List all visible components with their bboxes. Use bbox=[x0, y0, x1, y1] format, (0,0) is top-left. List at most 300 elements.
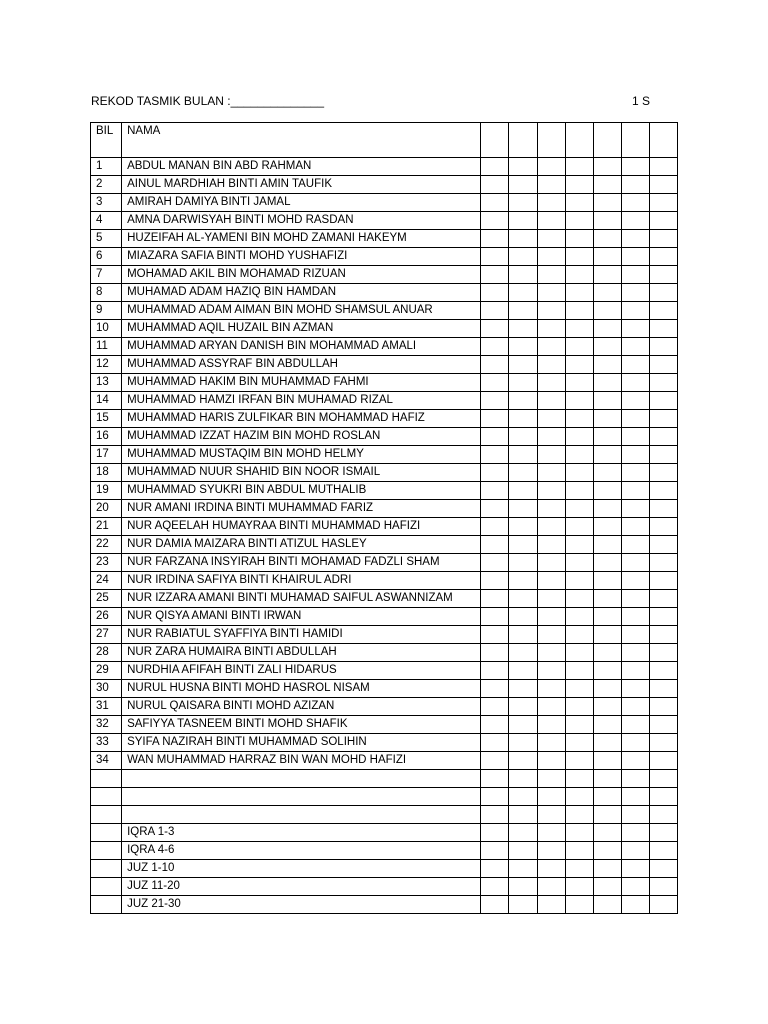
check-cell[interactable] bbox=[593, 680, 621, 698]
check-cell[interactable] bbox=[649, 716, 677, 734]
check-cell[interactable] bbox=[537, 536, 565, 554]
check-cell[interactable] bbox=[481, 230, 509, 248]
check-cell[interactable] bbox=[565, 878, 593, 896]
check-cell[interactable] bbox=[509, 194, 537, 212]
check-cell[interactable] bbox=[649, 824, 677, 842]
check-cell[interactable] bbox=[509, 662, 537, 680]
check-cell[interactable] bbox=[537, 230, 565, 248]
check-cell[interactable] bbox=[481, 680, 509, 698]
check-cell[interactable] bbox=[537, 194, 565, 212]
check-cell[interactable] bbox=[481, 320, 509, 338]
check-cell[interactable] bbox=[649, 860, 677, 878]
check-cell[interactable] bbox=[621, 734, 649, 752]
check-cell[interactable] bbox=[649, 392, 677, 410]
check-cell[interactable] bbox=[537, 158, 565, 176]
row-bil bbox=[91, 878, 122, 896]
check-cell[interactable] bbox=[509, 680, 537, 698]
check-cell[interactable] bbox=[621, 644, 649, 662]
check-cell[interactable] bbox=[649, 572, 677, 590]
check-cell[interactable] bbox=[481, 446, 509, 464]
check-cell[interactable] bbox=[593, 662, 621, 680]
check-cell[interactable] bbox=[621, 464, 649, 482]
check-cell[interactable] bbox=[565, 572, 593, 590]
check-cell[interactable] bbox=[565, 680, 593, 698]
check-cell[interactable] bbox=[481, 374, 509, 392]
check-cell[interactable] bbox=[621, 788, 649, 806]
check-cell[interactable] bbox=[481, 644, 509, 662]
check-cell[interactable] bbox=[565, 320, 593, 338]
check-cell[interactable] bbox=[509, 446, 537, 464]
check-cell[interactable] bbox=[481, 698, 509, 716]
check-cell[interactable] bbox=[649, 518, 677, 536]
check-cell[interactable] bbox=[593, 482, 621, 500]
check-cell[interactable] bbox=[593, 176, 621, 194]
check-cell[interactable] bbox=[621, 500, 649, 518]
check-cell[interactable] bbox=[565, 662, 593, 680]
check-cell[interactable] bbox=[593, 860, 621, 878]
check-cell[interactable] bbox=[509, 482, 537, 500]
check-cell[interactable] bbox=[621, 176, 649, 194]
check-cell[interactable] bbox=[537, 176, 565, 194]
check-cell[interactable] bbox=[509, 734, 537, 752]
check-cell[interactable] bbox=[649, 248, 677, 266]
check-cell[interactable] bbox=[509, 356, 537, 374]
check-cell[interactable] bbox=[649, 176, 677, 194]
check-cell[interactable] bbox=[621, 266, 649, 284]
check-cell[interactable] bbox=[509, 428, 537, 446]
check-cell[interactable] bbox=[537, 680, 565, 698]
check-cell[interactable] bbox=[509, 824, 537, 842]
row-bil: 4 bbox=[91, 212, 122, 230]
check-cell[interactable] bbox=[537, 698, 565, 716]
check-cell[interactable] bbox=[593, 770, 621, 788]
check-cell[interactable] bbox=[537, 734, 565, 752]
check-cell[interactable] bbox=[509, 896, 537, 914]
check-cell[interactable] bbox=[509, 518, 537, 536]
check-cell[interactable] bbox=[649, 212, 677, 230]
check-cell[interactable] bbox=[509, 500, 537, 518]
check-cell[interactable] bbox=[649, 770, 677, 788]
check-cell[interactable] bbox=[565, 698, 593, 716]
check-cell[interactable] bbox=[509, 716, 537, 734]
check-cell[interactable] bbox=[481, 752, 509, 770]
check-cell[interactable] bbox=[481, 500, 509, 518]
check-cell[interactable] bbox=[537, 428, 565, 446]
check-cell[interactable] bbox=[649, 482, 677, 500]
check-cell[interactable] bbox=[621, 518, 649, 536]
check-cell[interactable] bbox=[537, 824, 565, 842]
check-cell[interactable] bbox=[649, 410, 677, 428]
check-cell[interactable] bbox=[621, 806, 649, 824]
check-cell[interactable] bbox=[621, 536, 649, 554]
check-cell[interactable] bbox=[649, 752, 677, 770]
check-cell[interactable] bbox=[621, 824, 649, 842]
check-cell[interactable] bbox=[481, 590, 509, 608]
check-cell[interactable] bbox=[537, 500, 565, 518]
check-cell[interactable] bbox=[565, 770, 593, 788]
check-cell[interactable] bbox=[593, 500, 621, 518]
check-cell[interactable] bbox=[593, 878, 621, 896]
check-cell[interactable] bbox=[481, 302, 509, 320]
check-cell[interactable] bbox=[537, 284, 565, 302]
check-cell[interactable] bbox=[621, 860, 649, 878]
check-cell[interactable] bbox=[537, 356, 565, 374]
check-cell[interactable] bbox=[593, 752, 621, 770]
check-cell[interactable] bbox=[621, 212, 649, 230]
check-cell[interactable] bbox=[565, 428, 593, 446]
check-cell[interactable] bbox=[593, 230, 621, 248]
check-cell[interactable] bbox=[481, 518, 509, 536]
check-cell[interactable] bbox=[537, 392, 565, 410]
check-cell[interactable] bbox=[537, 590, 565, 608]
check-cell[interactable] bbox=[481, 248, 509, 266]
check-cell[interactable] bbox=[565, 230, 593, 248]
check-cell[interactable] bbox=[621, 320, 649, 338]
check-cell[interactable] bbox=[649, 536, 677, 554]
check-cell[interactable] bbox=[481, 770, 509, 788]
check-cell[interactable] bbox=[565, 212, 593, 230]
check-cell[interactable] bbox=[593, 572, 621, 590]
check-cell[interactable] bbox=[537, 518, 565, 536]
check-cell[interactable] bbox=[649, 284, 677, 302]
check-cell[interactable] bbox=[649, 734, 677, 752]
check-cell[interactable] bbox=[593, 446, 621, 464]
check-cell[interactable] bbox=[621, 158, 649, 176]
check-cell[interactable] bbox=[621, 410, 649, 428]
check-cell[interactable] bbox=[565, 356, 593, 374]
check-cell[interactable] bbox=[509, 158, 537, 176]
check-cell[interactable] bbox=[537, 896, 565, 914]
check-cell[interactable] bbox=[565, 500, 593, 518]
check-cell[interactable] bbox=[621, 770, 649, 788]
check-cell[interactable] bbox=[593, 644, 621, 662]
check-cell[interactable] bbox=[537, 626, 565, 644]
check-cell[interactable] bbox=[481, 896, 509, 914]
check-cell[interactable] bbox=[537, 212, 565, 230]
check-cell[interactable] bbox=[621, 374, 649, 392]
check-cell[interactable] bbox=[537, 302, 565, 320]
check-cell[interactable] bbox=[481, 662, 509, 680]
check-cell[interactable] bbox=[621, 572, 649, 590]
check-cell[interactable] bbox=[509, 536, 537, 554]
check-cell[interactable] bbox=[593, 896, 621, 914]
check-cell[interactable] bbox=[481, 410, 509, 428]
check-cell[interactable] bbox=[537, 878, 565, 896]
check-cell[interactable] bbox=[593, 554, 621, 572]
check-cell[interactable] bbox=[509, 698, 537, 716]
check-cell[interactable] bbox=[481, 554, 509, 572]
check-cell[interactable] bbox=[509, 608, 537, 626]
check-cell[interactable] bbox=[621, 482, 649, 500]
check-cell[interactable] bbox=[565, 392, 593, 410]
check-cell[interactable] bbox=[537, 608, 565, 626]
check-cell[interactable] bbox=[593, 608, 621, 626]
check-cell[interactable] bbox=[565, 554, 593, 572]
check-cell[interactable] bbox=[537, 806, 565, 824]
check-cell[interactable] bbox=[565, 842, 593, 860]
check-cell[interactable] bbox=[481, 338, 509, 356]
check-cell[interactable] bbox=[509, 770, 537, 788]
check-cell[interactable] bbox=[509, 878, 537, 896]
check-cell[interactable] bbox=[621, 554, 649, 572]
check-cell[interactable] bbox=[649, 626, 677, 644]
check-cell[interactable] bbox=[481, 608, 509, 626]
check-cell[interactable] bbox=[481, 392, 509, 410]
check-cell[interactable] bbox=[593, 734, 621, 752]
check-cell[interactable] bbox=[649, 608, 677, 626]
check-cell[interactable] bbox=[537, 320, 565, 338]
check-cell[interactable] bbox=[565, 248, 593, 266]
check-cell[interactable] bbox=[621, 590, 649, 608]
check-cell[interactable] bbox=[593, 698, 621, 716]
check-cell[interactable] bbox=[537, 446, 565, 464]
check-cell[interactable] bbox=[649, 806, 677, 824]
check-cell[interactable] bbox=[649, 590, 677, 608]
check-cell[interactable] bbox=[593, 626, 621, 644]
check-cell[interactable] bbox=[621, 626, 649, 644]
check-cell[interactable] bbox=[537, 266, 565, 284]
check-cell[interactable] bbox=[481, 860, 509, 878]
check-cell[interactable] bbox=[593, 356, 621, 374]
row-nama: SAFIYYA TASNEEM BINTI MOHD SHAFIK bbox=[122, 716, 481, 734]
check-cell[interactable] bbox=[621, 248, 649, 266]
check-cell[interactable] bbox=[649, 662, 677, 680]
check-cell[interactable] bbox=[649, 302, 677, 320]
check-cell[interactable] bbox=[593, 284, 621, 302]
check-cell[interactable] bbox=[537, 860, 565, 878]
check-cell[interactable] bbox=[481, 176, 509, 194]
check-cell[interactable] bbox=[537, 716, 565, 734]
check-cell[interactable] bbox=[537, 752, 565, 770]
check-cell[interactable] bbox=[621, 698, 649, 716]
check-cell[interactable] bbox=[593, 824, 621, 842]
check-cell[interactable] bbox=[481, 572, 509, 590]
check-cell[interactable] bbox=[621, 194, 649, 212]
check-cell[interactable] bbox=[481, 212, 509, 230]
check-cell[interactable] bbox=[509, 176, 537, 194]
check-cell[interactable] bbox=[649, 158, 677, 176]
check-cell[interactable] bbox=[509, 266, 537, 284]
check-cell[interactable] bbox=[565, 734, 593, 752]
check-cell[interactable] bbox=[593, 410, 621, 428]
check-cell[interactable] bbox=[565, 446, 593, 464]
check-cell[interactable] bbox=[565, 158, 593, 176]
check-cell[interactable] bbox=[509, 248, 537, 266]
check-cell[interactable] bbox=[565, 752, 593, 770]
check-cell[interactable] bbox=[621, 446, 649, 464]
check-cell[interactable] bbox=[537, 554, 565, 572]
check-cell[interactable] bbox=[593, 374, 621, 392]
check-cell[interactable] bbox=[537, 644, 565, 662]
check-cell[interactable] bbox=[649, 446, 677, 464]
check-cell[interactable] bbox=[621, 284, 649, 302]
check-cell[interactable] bbox=[565, 518, 593, 536]
check-cell[interactable] bbox=[621, 608, 649, 626]
check-cell[interactable] bbox=[621, 752, 649, 770]
check-cell[interactable] bbox=[537, 662, 565, 680]
check-cell[interactable] bbox=[621, 356, 649, 374]
check-cell[interactable] bbox=[649, 320, 677, 338]
check-cell[interactable] bbox=[509, 752, 537, 770]
check-cell[interactable] bbox=[509, 788, 537, 806]
check-cell[interactable] bbox=[649, 680, 677, 698]
check-cell[interactable] bbox=[509, 338, 537, 356]
check-cell[interactable] bbox=[593, 338, 621, 356]
check-cell[interactable] bbox=[649, 698, 677, 716]
check-cell[interactable] bbox=[509, 842, 537, 860]
check-cell[interactable] bbox=[509, 320, 537, 338]
check-cell[interactable] bbox=[481, 806, 509, 824]
check-cell[interactable] bbox=[565, 626, 593, 644]
check-cell[interactable] bbox=[593, 266, 621, 284]
check-cell[interactable] bbox=[509, 284, 537, 302]
check-cell[interactable] bbox=[565, 266, 593, 284]
check-cell[interactable] bbox=[565, 896, 593, 914]
check-cell[interactable] bbox=[593, 212, 621, 230]
check-cell[interactable] bbox=[649, 500, 677, 518]
check-cell[interactable] bbox=[593, 158, 621, 176]
check-cell[interactable] bbox=[649, 266, 677, 284]
check-cell[interactable] bbox=[621, 662, 649, 680]
check-cell[interactable] bbox=[565, 788, 593, 806]
check-cell[interactable] bbox=[481, 464, 509, 482]
check-cell[interactable] bbox=[509, 644, 537, 662]
check-cell[interactable] bbox=[537, 338, 565, 356]
check-cell[interactable] bbox=[565, 464, 593, 482]
check-cell[interactable] bbox=[537, 572, 565, 590]
check-cell[interactable] bbox=[621, 338, 649, 356]
check-cell[interactable] bbox=[593, 518, 621, 536]
check-cell[interactable] bbox=[621, 680, 649, 698]
check-cell[interactable] bbox=[649, 896, 677, 914]
check-cell[interactable] bbox=[565, 824, 593, 842]
check-cell[interactable] bbox=[565, 482, 593, 500]
check-cell[interactable] bbox=[509, 464, 537, 482]
check-cell[interactable] bbox=[565, 338, 593, 356]
check-cell[interactable] bbox=[621, 428, 649, 446]
check-cell[interactable] bbox=[621, 842, 649, 860]
check-cell[interactable] bbox=[649, 842, 677, 860]
check-cell[interactable] bbox=[537, 374, 565, 392]
check-cell[interactable] bbox=[565, 806, 593, 824]
check-cell[interactable] bbox=[481, 284, 509, 302]
check-cell[interactable] bbox=[481, 878, 509, 896]
check-cell[interactable] bbox=[509, 860, 537, 878]
table-row bbox=[91, 302, 678, 320]
check-cell[interactable] bbox=[621, 230, 649, 248]
check-cell[interactable] bbox=[481, 266, 509, 284]
check-cell[interactable] bbox=[621, 392, 649, 410]
check-cell[interactable] bbox=[649, 554, 677, 572]
check-cell[interactable] bbox=[565, 716, 593, 734]
check-cell[interactable] bbox=[509, 392, 537, 410]
check-cell[interactable] bbox=[593, 464, 621, 482]
check-cell[interactable] bbox=[481, 626, 509, 644]
check-cell[interactable] bbox=[649, 194, 677, 212]
check-cell[interactable] bbox=[509, 626, 537, 644]
check-cell[interactable] bbox=[509, 374, 537, 392]
check-cell[interactable] bbox=[593, 320, 621, 338]
row-nama: NURUL HUSNA BINTI MOHD HASROL NISAM bbox=[122, 680, 481, 698]
check-cell[interactable] bbox=[565, 194, 593, 212]
check-cell[interactable] bbox=[565, 284, 593, 302]
check-cell[interactable] bbox=[537, 770, 565, 788]
check-cell[interactable] bbox=[621, 716, 649, 734]
check-cell[interactable] bbox=[649, 230, 677, 248]
check-cell[interactable] bbox=[481, 428, 509, 446]
check-cell[interactable] bbox=[509, 554, 537, 572]
check-cell[interactable] bbox=[565, 302, 593, 320]
check-cell[interactable] bbox=[537, 788, 565, 806]
check-cell[interactable] bbox=[649, 644, 677, 662]
check-cell[interactable] bbox=[649, 878, 677, 896]
check-cell[interactable] bbox=[593, 590, 621, 608]
check-cell[interactable] bbox=[481, 734, 509, 752]
check-cell[interactable] bbox=[621, 302, 649, 320]
check-cell[interactable] bbox=[649, 428, 677, 446]
check-cell[interactable] bbox=[509, 410, 537, 428]
check-cell[interactable] bbox=[565, 860, 593, 878]
check-cell[interactable] bbox=[593, 428, 621, 446]
check-cell[interactable] bbox=[565, 536, 593, 554]
check-cell[interactable] bbox=[509, 590, 537, 608]
check-cell[interactable] bbox=[509, 212, 537, 230]
check-cell[interactable] bbox=[593, 716, 621, 734]
check-cell[interactable] bbox=[621, 878, 649, 896]
row-bil: 28 bbox=[91, 644, 122, 662]
check-cell[interactable] bbox=[537, 482, 565, 500]
check-cell[interactable] bbox=[593, 302, 621, 320]
check-cell[interactable] bbox=[537, 410, 565, 428]
check-cell[interactable] bbox=[649, 464, 677, 482]
check-cell[interactable] bbox=[537, 248, 565, 266]
check-cell[interactable] bbox=[593, 248, 621, 266]
check-cell[interactable] bbox=[649, 338, 677, 356]
check-cell[interactable] bbox=[481, 788, 509, 806]
check-cell[interactable] bbox=[593, 842, 621, 860]
check-cell[interactable] bbox=[649, 356, 677, 374]
check-cell[interactable] bbox=[481, 158, 509, 176]
check-cell[interactable] bbox=[593, 536, 621, 554]
check-cell[interactable] bbox=[565, 410, 593, 428]
check-cell[interactable] bbox=[509, 302, 537, 320]
check-cell[interactable] bbox=[593, 392, 621, 410]
check-cell[interactable] bbox=[593, 788, 621, 806]
check-cell[interactable] bbox=[509, 806, 537, 824]
check-cell[interactable] bbox=[509, 230, 537, 248]
check-cell[interactable] bbox=[481, 482, 509, 500]
check-cell[interactable] bbox=[537, 464, 565, 482]
check-cell[interactable] bbox=[649, 374, 677, 392]
check-cell[interactable] bbox=[565, 374, 593, 392]
check-cell[interactable] bbox=[481, 536, 509, 554]
check-cell[interactable] bbox=[565, 608, 593, 626]
check-cell[interactable] bbox=[481, 716, 509, 734]
check-cell[interactable] bbox=[481, 824, 509, 842]
check-cell[interactable] bbox=[565, 590, 593, 608]
check-cell[interactable] bbox=[481, 356, 509, 374]
check-cell[interactable] bbox=[565, 644, 593, 662]
check-cell[interactable] bbox=[649, 788, 677, 806]
check-cell[interactable] bbox=[481, 194, 509, 212]
check-cell[interactable] bbox=[593, 194, 621, 212]
check-cell[interactable] bbox=[593, 806, 621, 824]
check-cell[interactable] bbox=[537, 842, 565, 860]
check-cell[interactable] bbox=[481, 842, 509, 860]
check-cell[interactable] bbox=[565, 176, 593, 194]
check-cell[interactable] bbox=[509, 572, 537, 590]
check-cell[interactable] bbox=[621, 896, 649, 914]
